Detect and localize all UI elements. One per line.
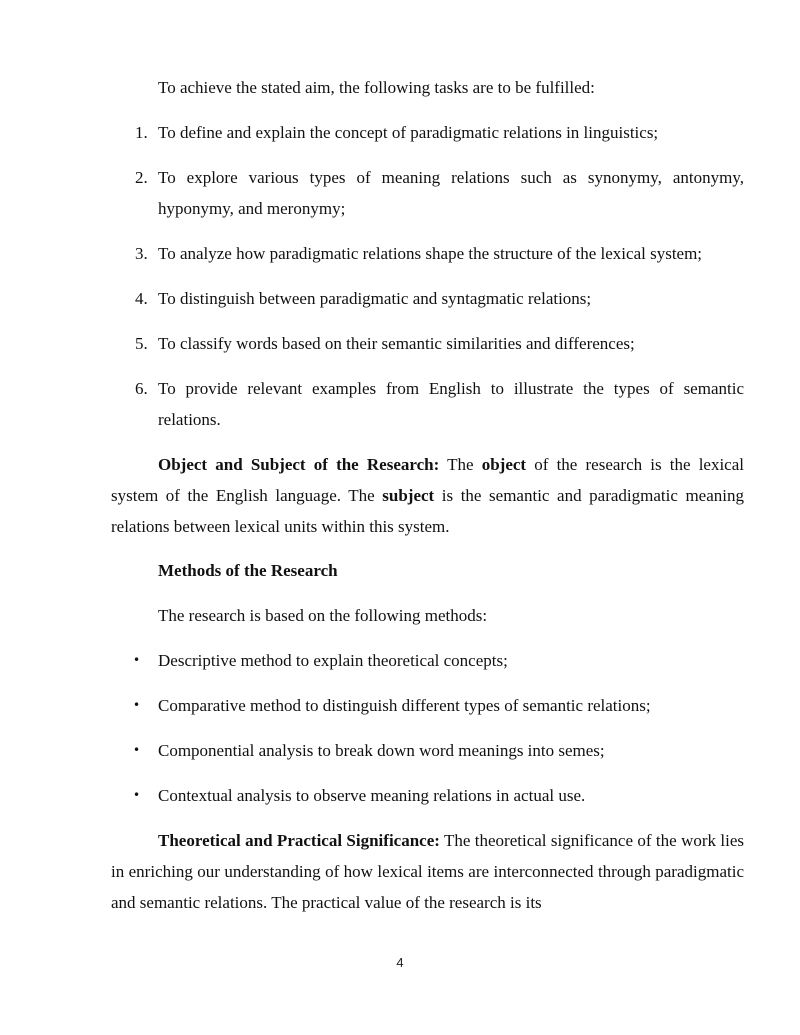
object-subject-text-3: is the semantic and paradigmatic meaning relations between lexical units within this system. [111, 486, 744, 536]
list-item-text: To distinguish between paradigmatic and syntagmatic relations; [158, 289, 592, 308]
bullet-icon: • [133, 653, 141, 667]
significance-text: The theoretical significance of the work lies in enriching our understanding of how lexical items are interconnected through paradigmatic and semantic relations. The practical value of the research is its [111, 831, 744, 912]
list-item [111, 238, 744, 269]
bullet-icon: • [133, 788, 141, 802]
list-item-text: To explore various types of meaning relations such as synonymy, antonymy, hyponymy, and meronymy; [158, 168, 744, 218]
list-item-text: To classify words based on their semantic similarities and differences; [158, 334, 635, 353]
list-number: 4. [135, 289, 148, 308]
subject-term: subject [382, 486, 435, 505]
bullet-icon: • [133, 698, 141, 712]
list-item [111, 283, 744, 314]
list-item [111, 780, 744, 811]
list-number: 1. [135, 123, 148, 142]
bullet-icon: • [133, 743, 141, 757]
list-number: 3. [135, 244, 148, 263]
object-term: object [481, 455, 527, 474]
tasks-intro: To achieve the stated aim, the following tasks are to be fulfilled: [158, 78, 595, 97]
list-item [111, 645, 744, 676]
page-content [111, 72, 744, 931]
list-number: 6. [135, 379, 148, 398]
list-item-text: Contextual analysis to observe meaning relations in actual use. [158, 786, 586, 805]
object-subject-text-2: of the research is the lexical system of the English language. The [111, 455, 745, 505]
page-number: 4 [396, 955, 404, 970]
methods-heading-text: Methods of the Research [158, 561, 338, 580]
list-item-text: To analyze how paradigmatic relations shape the structure of the lexical system; [158, 244, 703, 263]
list-item-text: To provide relevant examples from English to illustrate the types of semantic relations. [158, 379, 744, 429]
tasks-list [111, 117, 744, 435]
object-subject-heading: Object and Subject of the Research: [158, 455, 440, 474]
significance-paragraph [111, 825, 744, 918]
methods-heading [111, 555, 744, 586]
significance-heading: Theoretical and Practical Significance: [158, 831, 440, 850]
list-number: 2. [135, 168, 148, 187]
object-subject-text-1: The [439, 455, 482, 474]
list-item-text: Componential analysis to break down word meanings into semes; [158, 741, 605, 760]
list-item [111, 117, 744, 148]
list-item [111, 735, 744, 766]
object-subject-paragraph [111, 449, 744, 542]
list-item-text: Descriptive method to explain theoretical concepts; [158, 651, 508, 670]
list-item [111, 328, 744, 359]
list-item [111, 373, 744, 435]
list-number: 5. [135, 334, 148, 353]
methods-list [111, 645, 744, 811]
list-item-text: To define and explain the concept of paradigmatic relations in linguistics; [158, 123, 659, 142]
list-item [111, 162, 744, 224]
list-item [111, 690, 744, 721]
list-item-text: Comparative method to distinguish different types of semantic relations; [158, 696, 651, 715]
methods-intro: The research is based on the following methods: [158, 606, 488, 625]
